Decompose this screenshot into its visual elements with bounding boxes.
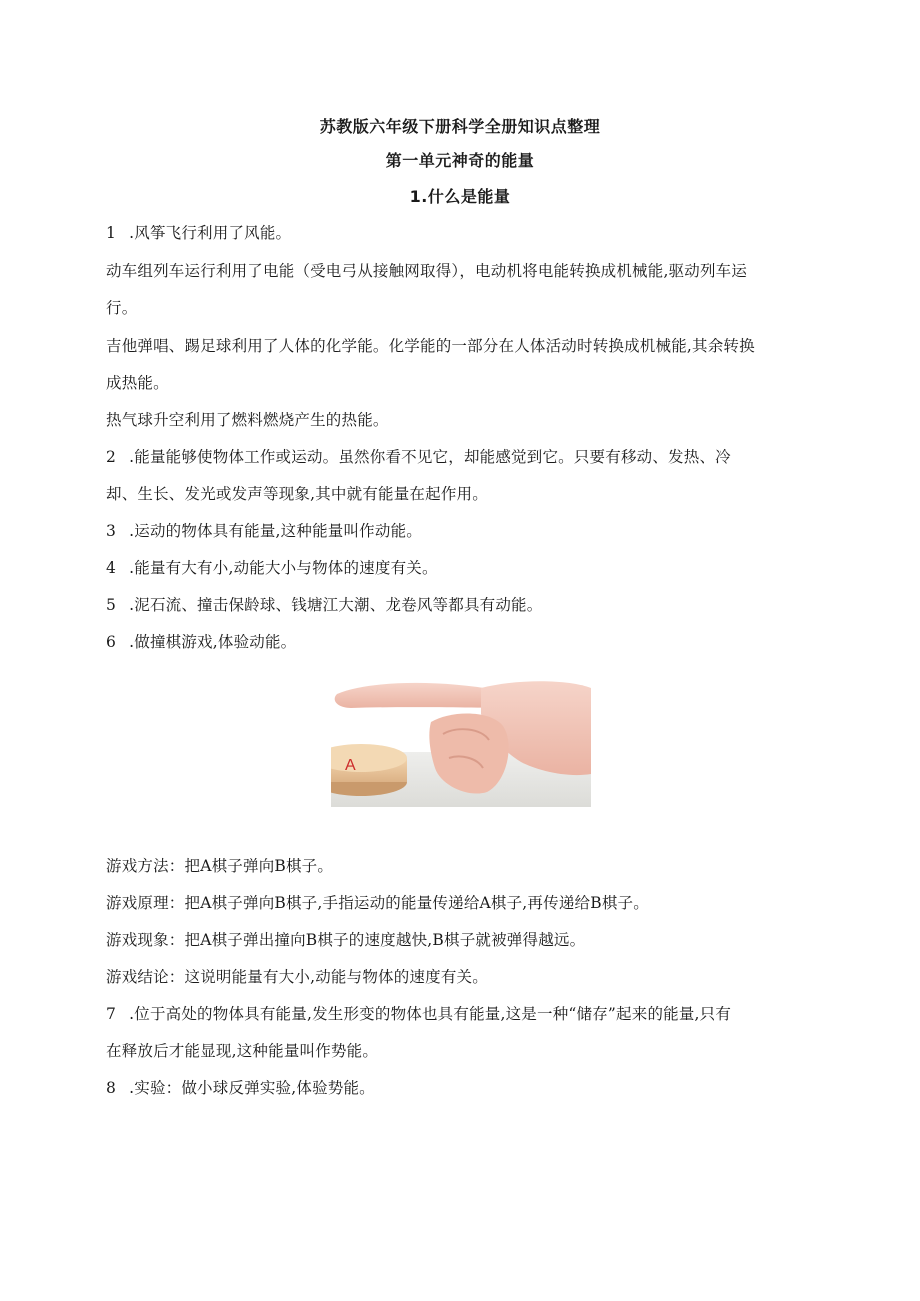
text-line	[106, 1002, 818, 1024]
text-line	[106, 1039, 818, 1061]
item-number: 2	[106, 448, 117, 466]
item-number: 1	[106, 224, 117, 242]
item-number: 3	[106, 522, 117, 540]
text-line	[106, 221, 818, 243]
line-text: 在释放后才能显现,这种能量叫作势能。	[106, 1042, 379, 1060]
chess-piece-label: A	[345, 757, 356, 774]
line-text: 热气球升空利用了燃料燃烧产生的热能。	[106, 411, 389, 429]
item-number: 6	[106, 633, 117, 651]
line-text: .做撞棋游戏,体验动能。	[124, 633, 297, 651]
text-line	[106, 296, 818, 318]
line-text: .风筝飞行利用了风能。	[124, 224, 292, 242]
line-text: 成热能。	[106, 374, 169, 392]
line-text: .泥石流、撞击保龄球、钱塘江大潮、龙卷风等都具有动能。	[124, 596, 543, 614]
line-text: .实验：做小球反弹实验,体验势能。	[124, 1079, 375, 1097]
hand-illustration	[331, 674, 591, 807]
text-line	[106, 965, 818, 987]
line-text: .能量有大有小,动能大小与物体的速度有关。	[124, 559, 438, 577]
text-line	[106, 1076, 818, 1098]
finger-flick-chess-photo	[331, 674, 591, 807]
line-text: 游戏现象：把A棋子弹出撞向B棋子的速度越快,B棋子就被弹得越远。	[106, 931, 586, 949]
text-line	[106, 408, 818, 430]
line-text: 吉他弹唱、踢足球利用了人体的化学能。化学能的一部分在人体活动时转换成机械能,其余转换	[106, 337, 755, 355]
item-number: 4	[106, 559, 117, 577]
text-line	[106, 928, 818, 950]
text-line	[106, 259, 818, 281]
line-text: .运动的物体具有能量,这种能量叫作动能。	[124, 522, 422, 540]
unit-title: 第一单元神奇的能量	[385, 151, 535, 170]
text-line	[106, 891, 818, 913]
line-text: 游戏原理：把A棋子弹向B棋子,手指运动的能量传递给A棋子,再传递给B棋子。	[106, 894, 649, 912]
text-line	[106, 556, 818, 578]
text-line	[106, 445, 818, 467]
lesson-title: 1.什么是能量	[409, 187, 511, 206]
line-text: 游戏方法：把A棋子弹向B棋子。	[106, 857, 334, 875]
line-text: 却、生长、发光或发声等现象,其中就有能量在起作用。	[106, 485, 488, 503]
text-line	[106, 519, 818, 541]
text-line	[106, 630, 818, 652]
text-line	[106, 854, 818, 876]
document-title: 苏教版六年级下册科学全册知识点整理	[319, 117, 601, 136]
line-text: 动车组列车运行利用了电能（受电弓从接触网取得），电动机将电能转换成机械能,驱动列车运	[106, 262, 748, 280]
text-line	[106, 334, 818, 356]
text-line	[106, 482, 818, 504]
item-number: 8	[106, 1079, 117, 1097]
text-line	[106, 593, 818, 615]
line-text: 行。	[106, 299, 138, 317]
line-text: 游戏结论：这说明能量有大小,动能与物体的速度有关。	[106, 968, 488, 986]
text-line	[106, 371, 818, 393]
line-text: .能量能够使物体工作或运动。虽然你看不见它，却能感觉到它。只要有移动、发热、冷	[124, 448, 731, 466]
item-number: 5	[106, 596, 117, 614]
item-number: 7	[106, 1005, 117, 1023]
line-text: .位于高处的物体具有能量,发生形变的物体也具有能量,这是一种“储存”起来的能量,只有	[124, 1005, 732, 1023]
